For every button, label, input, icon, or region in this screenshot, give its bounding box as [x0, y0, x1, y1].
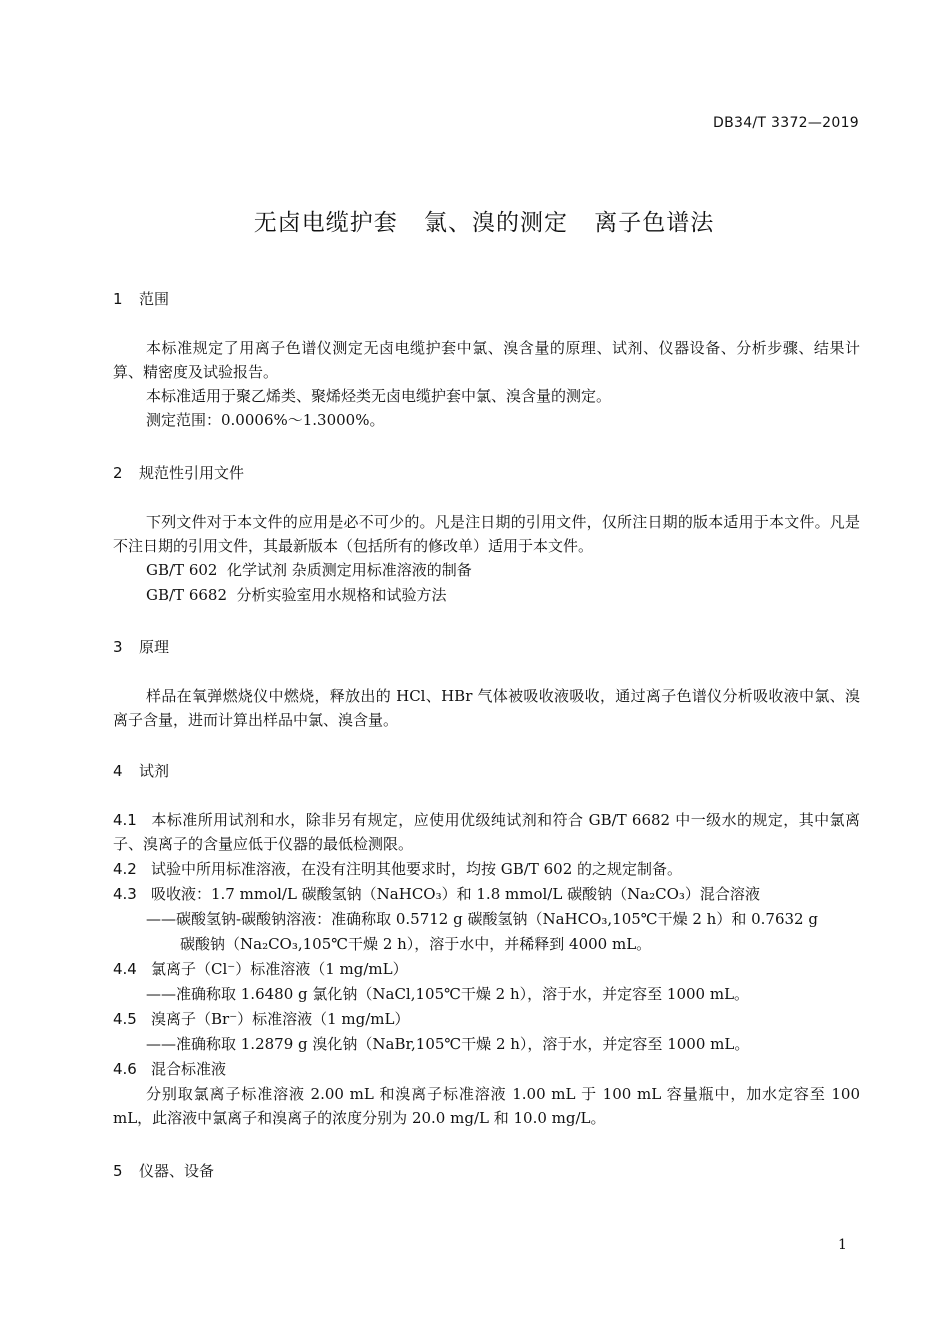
reference-gbt-6682: GB/T 6682 分析实验室用水规格和试验方法	[146, 586, 447, 604]
clause-4-4	[113, 957, 408, 981]
section-number: 1	[113, 290, 123, 308]
clause-4-3-dash-item-cont: 碳酸钠（Na₂CO₃,105℃干燥 2 h），溶于水中，并稀释到 4000 mL。	[180, 935, 652, 953]
section-title: 试剂	[139, 762, 170, 780]
section-1-paragraph-1: 本标准规定了用离子色谱仪测定无卤电缆护套中氯、溴含量的原理、试剂、仪器设备、分析步骤、结果计算、精密度及试验报告。	[113, 339, 860, 381]
section-number: 2	[113, 464, 123, 482]
section-1-paragraph-2: 本标准适用于聚乙烯类、聚烯烃类无卤电缆护套中氯、溴含量的测定。	[146, 387, 612, 405]
document-title: 无卤电缆护套 氯、溴的测定 离子色谱法	[253, 210, 715, 236]
clause-number: 4.2	[113, 860, 137, 878]
section-title: 仪器、设备	[139, 1162, 215, 1180]
clause-4-1	[113, 808, 860, 856]
clause-number: 4.1	[113, 811, 137, 829]
clause-4-2	[113, 857, 682, 881]
standard-code: DB34/T 3372—2019	[713, 115, 859, 131]
section-2-heading	[113, 462, 244, 483]
section-number: 3	[113, 638, 123, 656]
clause-4-4-dash-item: ——准确称取 1.6480 g 氯化钠（NaCl,105℃干燥 2 h），溶于水，并定容至 1000 mL。	[146, 985, 750, 1003]
clause-4-5-dash-item: ——准确称取 1.2879 g 溴化钠（NaBr,105℃干燥 2 h），溶于水，并定容至 1000 mL。	[146, 1035, 750, 1053]
clause-4-3-dash-item: ——碳酸氢钠-碳酸钠溶液：准确称取 0.5712 g 碳酸氢钠（NaHCO₃,105℃干燥 2 h）和 0.7632 g	[146, 910, 818, 928]
section-2-paragraph: 下列文件对于本文件的应用是必不可少的。凡是注日期的引用文件，仅所注日期的版本适用于本文件。凡是不注日期的引用文件，其最新版本（包括所有的修改单）适用于本文件。	[113, 513, 860, 555]
section-number: 5	[113, 1162, 123, 1180]
clause-number: 4.4	[113, 960, 137, 978]
page-number: 1	[838, 1237, 847, 1253]
section-1-paragraph-3: 测定范围：0.0006%～1.3000%。	[146, 411, 385, 429]
section-title: 范围	[139, 290, 170, 308]
clause-text: 氯离子（Cl⁻）标准溶液（1 mg/mL）	[151, 960, 408, 978]
section-5-heading	[113, 1160, 214, 1181]
section-1-heading	[113, 288, 169, 309]
section-title: 原理	[139, 638, 170, 656]
reference-gbt-602: GB/T 602 化学试剂 杂质测定用标准溶液的制备	[146, 561, 472, 579]
clause-number: 4.3	[113, 885, 137, 903]
section-3-heading	[113, 636, 169, 657]
clause-4-6	[113, 1057, 226, 1081]
section-title: 规范性引用文件	[139, 464, 245, 482]
clause-text: 试验中所用标准溶液，在没有注明其他要求时，均按 GB/T 602 的之规定制备。	[151, 860, 683, 878]
clause-4-5	[113, 1007, 410, 1031]
section-3-paragraph: 样品在氧弹燃烧仪中燃烧，释放出的 HCl、HBr 气体被吸收液吸收，通过离子色谱仪分析吸收液中氯、溴离子含量，进而计算出样品中氯、溴含量。	[113, 687, 860, 729]
clause-text: 溴离子（Br⁻）标准溶液（1 mg/mL）	[151, 1010, 410, 1028]
clause-text: 吸收液：1.7 mmol/L 碳酸氢钠（NaHCO₃）和 1.8 mmol/L 碳酸钠（Na₂CO₃）混合溶液	[151, 885, 760, 903]
clause-text: 混合标准液	[151, 1060, 227, 1078]
section-number: 4	[113, 762, 123, 780]
clause-number: 4.5	[113, 1010, 137, 1028]
section-4-heading	[113, 760, 169, 781]
clause-text: 本标准所用试剂和水，除非另有规定，应使用优级纯试剂和符合 GB/T 6682 中一级水的规定，其中氯离子、溴离子的含量应低于仪器的最低检测限。	[113, 811, 860, 853]
clause-number: 4.6	[113, 1060, 137, 1078]
clause-4-6-paragraph: 分别取氯离子标准溶液 2.00 mL 和溴离子标准溶液 1.00 mL 于 100 mL 容量瓶中，加水定容至 100 mL，此溶液中氯离子和溴离子的浓度分别为 20.0 mg/L 和 10.0 mg/L。	[113, 1085, 860, 1127]
clause-4-3	[113, 882, 760, 906]
